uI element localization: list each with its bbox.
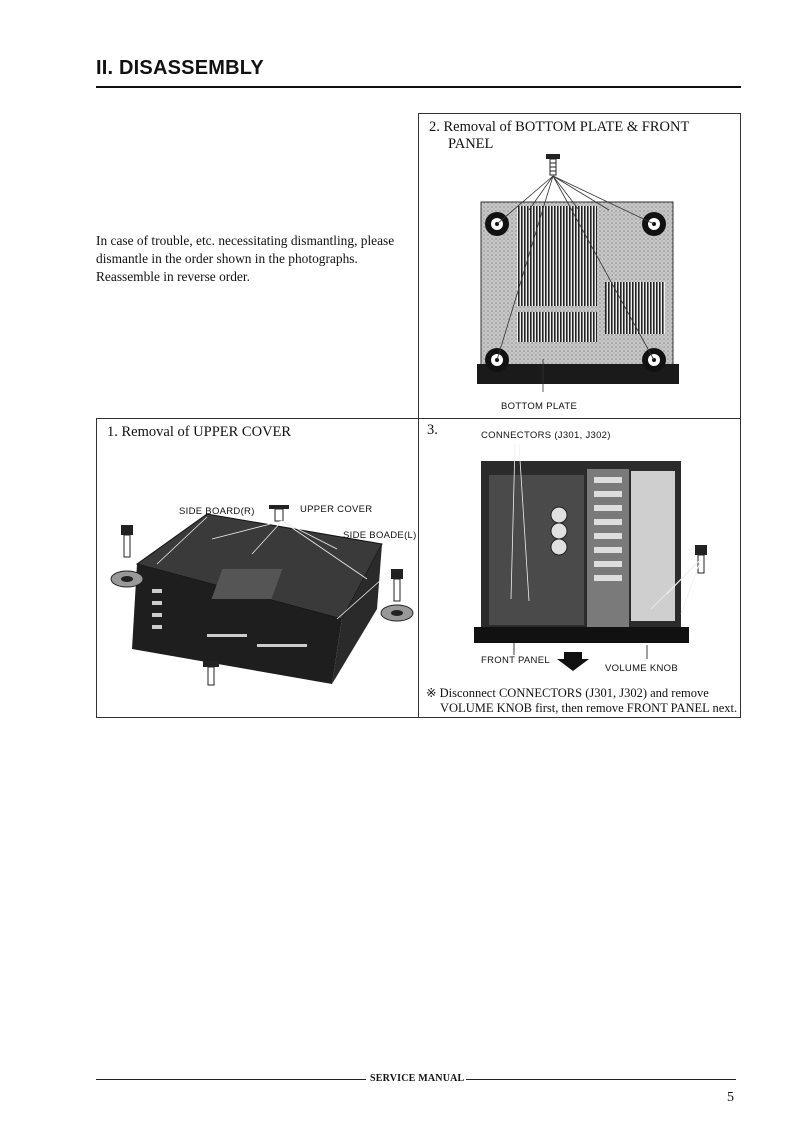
step-3-panel	[418, 418, 741, 718]
footer-rule-right	[466, 1079, 736, 1080]
front-panel-photo	[419, 419, 740, 717]
page-number: 5	[727, 1090, 734, 1105]
step-3-caption: 3.	[427, 422, 438, 438]
screw-icon	[111, 525, 143, 587]
upper-cover-photo	[97, 419, 418, 717]
step-1-panel	[96, 418, 419, 718]
upper-cover-label: UPPER COVER	[300, 504, 373, 515]
screw-icon	[546, 154, 560, 175]
step-2-caption-line1: 2. Removal of BOTTOM PLATE & FRONT	[429, 119, 690, 135]
bottom-plate-photo	[419, 114, 740, 418]
bottom-plate-label: BOTTOM PLATE	[501, 401, 578, 412]
volume-knob-label: VOLUME KNOB	[605, 663, 678, 674]
arrow-down-icon	[557, 652, 589, 671]
note-line-2: VOLUME KNOB first, then remove FRONT PANEL next.	[440, 701, 738, 715]
intro-paragraph: In case of trouble, etc. necessitating dismantling, please dismantle in the order shown in the photographs. Reassemble in reverse order.	[96, 233, 395, 284]
step-1-caption: 1. Removal of UPPER COVER	[107, 424, 292, 440]
screw-icon	[269, 505, 289, 521]
title-divider	[96, 86, 741, 88]
connectors-label: CONNECTORS (J301, J302)	[481, 430, 611, 441]
side-board-l-label: SIDE BOADE(L)	[343, 530, 417, 541]
screw-icon	[203, 661, 219, 685]
step-2-panel	[418, 113, 741, 419]
side-board-r-label: SIDE BOARD(R)	[179, 506, 255, 517]
front-panel-label: FRONT PANEL	[481, 655, 550, 666]
footer-label: SERVICE MANUAL	[370, 1073, 465, 1084]
section-title: II. DISASSEMBLY	[96, 57, 264, 79]
step-2-caption-line2: PANEL	[448, 136, 494, 152]
screw-icon	[381, 569, 413, 621]
footer-rule-left	[96, 1079, 366, 1080]
note-line-1: ※ Disconnect CONNECTORS (J301, J302) and remove	[426, 686, 709, 700]
